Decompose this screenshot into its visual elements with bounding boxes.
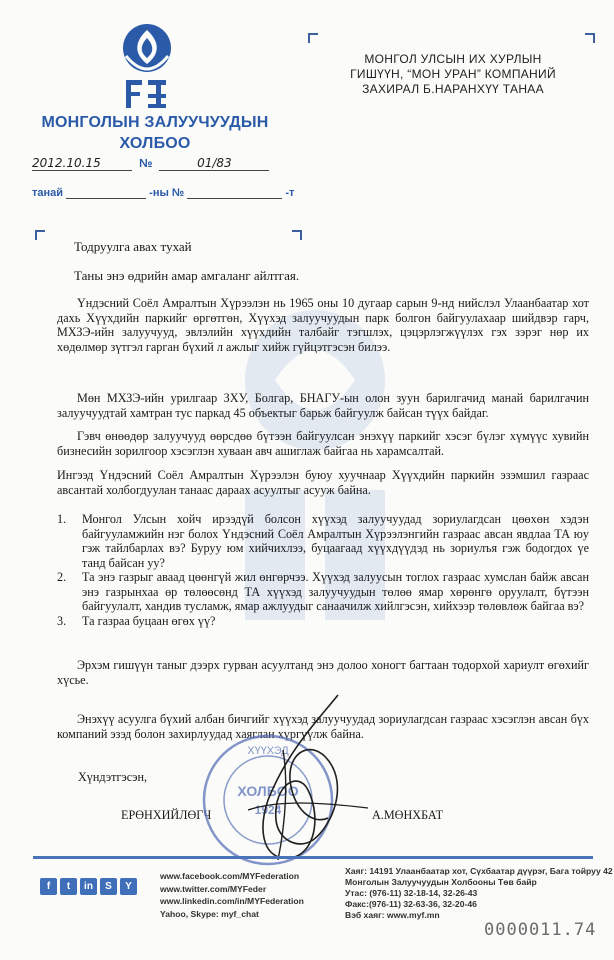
paragraph-1: Үндэсний Соёл Амралтын Хүрээлэн нь 1965 оны 10 дугаар сарын 9-нд нийслэл Улаанбаатар хот дахь Хүүхдийн паркийг өргөтгөн, Хүүхэд залуучуудын парк болгон байгуулахаар шийдвэр гарч, МХЗЭ-ийн залуучууд, эвлэлийн хүүхдийн талбайг тэгшлэх, цэцэрлэгжүүлэх гэх зэрэг нөр их хөдөлмөр зүтгэл гарган бүхий л ажлыг хийж гүйцэтгэсэн билээ. xyxy=(57,296,589,354)
letter-subject: Тодруулга авах тухай xyxy=(74,239,192,254)
date-number-line xyxy=(32,156,269,171)
ref-prefix: танай xyxy=(32,187,64,199)
skype-icon[interactable]: S xyxy=(100,878,117,895)
footer-contact xyxy=(345,866,613,921)
organization-name xyxy=(20,112,290,154)
stamp-year-text: 1924 xyxy=(254,803,282,817)
question-item: 2. Та энэ газрыг аваад цөөнгүй жил өнгөрчээ. Хүүхэд залуусын тоглох газраас хумслан байж авсан энэ газрынхаа өр төлөөсөнд ТА хүүхэд залуучуудын төлөө ямар хөрөнгө оруулалт, бүтээн байгуулалт, хандив тусламж, ямар ажлуудыг санаачилж хийлгэсэн, хийхээр төлөвлөж байгаа вэ? xyxy=(57,570,589,613)
social-icons xyxy=(40,878,137,895)
letter-greeting: Таны энэ өдрийн амар амгаланг айлтгая. xyxy=(74,268,300,283)
question-list xyxy=(57,512,589,628)
twitter-link[interactable]: www.twitter.com/MYFeder xyxy=(160,883,267,894)
paragraph-4: Ингээд Үндэсний Соёл Амралтын Хүрээлэн буюу хуучнаар Хүүхдийн паркийн эзэмшил газраас авсантай холбогдуулан танаас дараах асуултыг асууж байна. xyxy=(57,468,589,497)
yahoo-skype-text: Yahoo, Skype: myf_chat xyxy=(160,908,259,919)
paragraph-5: Эрхэм гишүүн таныг дээрх гурван асуултанд энэ долоо хоногт багтаан тодорхой хариулт өгөхийг хүсье. xyxy=(57,658,589,687)
org-name-line2: ХОЛБОО xyxy=(119,135,191,152)
ref-mid: -ны № xyxy=(149,187,185,199)
addressee-block xyxy=(318,52,588,97)
serial-number: 0000011.74 xyxy=(484,920,597,940)
corner-mark xyxy=(35,230,45,240)
corner-mark xyxy=(585,33,595,43)
corner-mark xyxy=(308,33,318,43)
fax-line: Факс:(976-11) 32-63-36, 32-20-46 xyxy=(345,899,477,909)
ref-blank-2 xyxy=(187,198,282,199)
linkedin-link[interactable]: www.linkedin.com/in/MYFederation xyxy=(160,896,304,906)
facebook-link[interactable]: www.facebook.com/MYFederation xyxy=(160,871,300,881)
number-label: № xyxy=(139,156,153,170)
addressee-line1: МОНГОЛ УЛСЫН ИХ ХУРЛЫН xyxy=(364,52,542,66)
stamp-top-text: ХҮҮХЭД xyxy=(247,745,289,757)
web-line: Вэб хаяг: www.myf.mn xyxy=(345,910,440,920)
question-item: 3. Та газраа буцаан өгөх үү? xyxy=(57,613,216,628)
linkedin-icon[interactable]: in xyxy=(80,878,97,895)
paragraph-3: Гэвч өнөөдөр залуучууд өөрсдөө бүтээн байгуулсан энэхүү паркийг хэсэг бүлэг хүмүүс хувийн бизнесийн зорилгоор хэсэглэн хуваан авч ашиглаж байгаа нь харамсалтай. xyxy=(57,429,589,458)
federation-logo-icon xyxy=(112,20,182,115)
question-item: 1. Монгол Улсын хойч ирээдүй болсон хүүхэд залуучуудад зориулагдсан цөөхөн хэдэн байгууламжийн нэг болох Үндэсний Соёл Амралтын Хүрээлэнгийн газраас авсан явдлаа ТА юу гэж тайлбарлах вэ? Буруу юм хийчихлээ, буцаагаад хүүхдүүдэд нь зориулъя гэж бодогдох үе танд байсан уу? xyxy=(57,512,589,570)
footer-links xyxy=(160,870,304,920)
closing-regards: Хүндэтгэсэн, xyxy=(78,770,148,784)
handwritten-signature xyxy=(228,690,378,870)
paragraph-6: Энэхүү асуулга бүхий албан бичгийг хүүхэд залуучуудад зориулагдсан газраас хэсэглэн авсан бүх компаний эзэд болон захирлуудад хаяглан хүргүүлж байна. xyxy=(57,712,589,741)
org-name-line1: МОНГОЛЫН ЗАЛУУЧУУДЫН xyxy=(41,114,269,131)
letter-number: 01/83 xyxy=(159,156,269,171)
ref-blank-1 xyxy=(66,198,146,199)
yahoo-icon[interactable]: Y xyxy=(120,878,137,895)
phone-line: Утас: (976-11) 32-18-14, 32-26-43 xyxy=(345,888,478,898)
reference-line xyxy=(32,187,294,199)
letter-date: 2012.10.15 xyxy=(32,156,132,171)
signer-name: А.МӨНХБАТ xyxy=(372,808,444,822)
addressee-line3: ЗАХИРАЛ Б.НАРАНХҮҮ ТАНАА xyxy=(362,82,544,96)
facebook-icon[interactable]: f xyxy=(40,878,57,895)
twitter-icon[interactable]: t xyxy=(60,878,77,895)
signer-title: ЕРӨНХИЙЛӨГЧ xyxy=(121,808,212,822)
address-line2: Монголын Залуучуудын Холбооны Төв байр xyxy=(345,877,537,887)
paragraph-2: Мөн МХЗЭ-ийн урилгаар ЗХУ, Болгар, БНАГУ-ын олон зуун барилгачид манай барилгачин залуучуудтай хамтран тус паркад 45 объектыг барьж байгуулж байсан түүх байдаг. xyxy=(57,391,589,420)
addressee-line2: ГИШҮҮН, “МОН УРАН” КОМПАНИЙ xyxy=(350,67,556,81)
corner-mark xyxy=(292,230,302,240)
ref-suffix: -т xyxy=(285,187,295,199)
footer-divider xyxy=(33,856,593,859)
stamp-center-text: ХОЛБОО xyxy=(237,783,299,799)
address-line1: Хаяг: 14191 Улаанбаатар хот, Сүхбаатар дүүрэг, Бага тойруу 42 xyxy=(345,866,613,876)
